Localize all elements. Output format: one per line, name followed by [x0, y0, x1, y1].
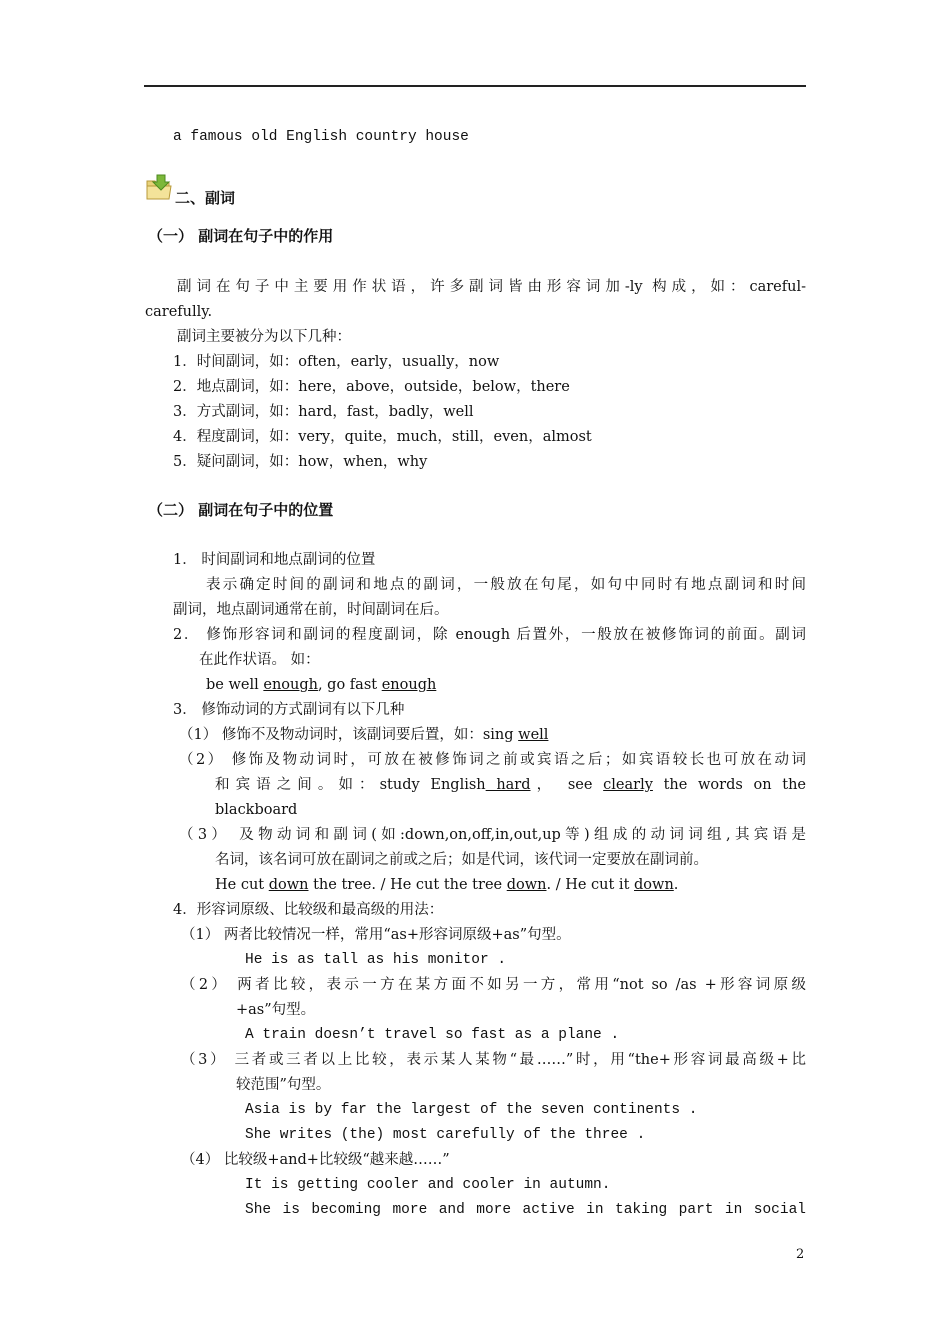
pos2-example: [206, 675, 436, 695]
example-justified: [215, 775, 806, 795]
example-text: ， see: [530, 777, 604, 793]
underlined-word: down: [268, 877, 309, 893]
pos2-text-1: 2． 修饰形容词和副词的程度副词，除 enough 后置外，一般放在被修饰词的前面。副词: [173, 627, 806, 643]
example-text: He cut: [215, 877, 269, 893]
section-title-adverb: 二、副词: [175, 189, 236, 207]
example-text: , go fast: [317, 677, 382, 693]
underlined-word: clearly: [603, 777, 653, 793]
example-text: the words on the: [652, 777, 807, 793]
pos1-line: [206, 575, 806, 595]
paragraph-line: [177, 277, 806, 297]
paragraph-kinds-intro: 副词主要被分为以下几种：: [177, 329, 351, 345]
pos3-item-2-text: （2） 修饰及物动词时，可放在被修饰词之前或宾语之后；如宾语较长也可放在动词: [179, 752, 806, 768]
paragraph-line-2: carefully.: [145, 304, 213, 320]
underlined-word: enough: [263, 677, 318, 693]
underlined-word: hard: [485, 777, 531, 793]
example-text: .: [673, 877, 679, 893]
pos3-item-3-text-2: 名词，该名词可放在副词之前或之后；如是代词，该代词一定要放在副词前。: [215, 852, 708, 868]
pos3-item-2-example: [215, 775, 806, 795]
pos1-title: 1． 时间副词和地点副词的位置: [173, 552, 376, 568]
pos3-item-1: [179, 725, 548, 745]
intro-phrase: a famous old English country house: [173, 129, 469, 145]
list-item: 4．程度副词，如：very，quite，much，still，even，almost: [173, 429, 592, 445]
subsection-title-position: （二） 副词在句子中的位置: [148, 501, 334, 519]
comparison-item-4: （4） 比较级+and+比较级“越来越……”: [181, 1152, 450, 1168]
comparison-item-2-tail: +as”句型。: [236, 1002, 316, 1018]
underlined-word: well: [518, 727, 549, 743]
underlined-word: down: [634, 877, 674, 893]
comparison-example-4b: She is becoming more and more active in taking part in social: [245, 1202, 806, 1218]
example-text: . / He cut it: [546, 877, 635, 893]
comparison-example-4a: It is getting cooler and cooler in autumn.: [245, 1177, 611, 1193]
item-text: （1） 修饰不及物动词时，该副词要后置，如：sing: [179, 727, 519, 743]
list-item: 2．地点副词，如：here，above，outside，below，there: [173, 379, 570, 395]
list-item: 3．方式副词，如：hard，fast，badly，well: [173, 404, 474, 420]
underlined-word: down: [506, 877, 547, 893]
pos1-text-2: 副词，地点副词通常在前，时间副词在后。: [173, 602, 449, 618]
underlined-word: enough: [381, 677, 437, 693]
example-text: the tree. / He cut the tree: [308, 877, 507, 893]
paragraph-text: 副词在句子中主要用作状语，许多副词皆由形容词加-ly 构成，如：careful-: [177, 279, 806, 295]
pos3-item-3-line: [179, 825, 806, 845]
example-text: be well: [206, 677, 264, 693]
pos4-title: 4．形容词原级、比较级和最高级的用法：: [173, 902, 444, 918]
comparison-example-1: He is as tall as his monitor .: [245, 952, 507, 968]
comparison-item-3-line: [181, 1050, 806, 1070]
pos1-text-1: 表示确定时间的副词和地点的副词，一般放在句尾，如句中同时有地点副词和时间: [206, 577, 806, 593]
comparison-example-3b: She writes (the) most carefully of the three .: [245, 1127, 646, 1143]
page-number: 2: [796, 1247, 805, 1262]
comparison-item-2-line: [181, 975, 806, 995]
comparison-item-1: （1） 两者比较情况一样，常用“as+形容词原级+as”句型。: [181, 927, 571, 943]
header-rule: [144, 85, 806, 87]
subsection-title-function: （一） 副词在句子中的作用: [148, 227, 334, 245]
list-item: 1．时间副词，如：often，early，usually，now: [173, 354, 500, 370]
folder-arrow-icon: [145, 173, 173, 203]
pos3-item-2-line: [179, 750, 806, 770]
pos2-text-2: 在此作状语。 如：: [199, 652, 320, 668]
comparison-example-2: A train doesn’t travel so fast as a plane .: [245, 1027, 620, 1043]
pos3-item-2-tail: blackboard: [215, 802, 298, 818]
comparison-item-2: （2） 两者比较，表示一方在某方面不如另一方，常用“not so /as +形容词原级: [181, 977, 806, 993]
comparison-item-3: （3） 三者或三者以上比较，表示某人某物“最……”时，用“the+形容词最高级+比: [181, 1052, 806, 1068]
example-text: 和宾语之间。如：study English: [215, 777, 486, 793]
comparison-example-4b-line: [245, 1200, 806, 1220]
pos3-item-3-text: （3） 及物动词和副词(如:down,on,off,in,out,up等)组成的动词词组,其宾语是: [179, 827, 806, 843]
list-item: 5．疑问副词，如：how，when，why: [173, 454, 428, 470]
pos3-title: 3． 修饰动词的方式副词有以下几种: [173, 702, 405, 718]
pos2-line: [173, 625, 806, 645]
comparison-example-3a: Asia is by far the largest of the seven continents .: [245, 1102, 698, 1118]
comparison-item-3-tail: 较范围”句型。: [236, 1077, 331, 1093]
pos3-item-3-example: [215, 875, 678, 895]
